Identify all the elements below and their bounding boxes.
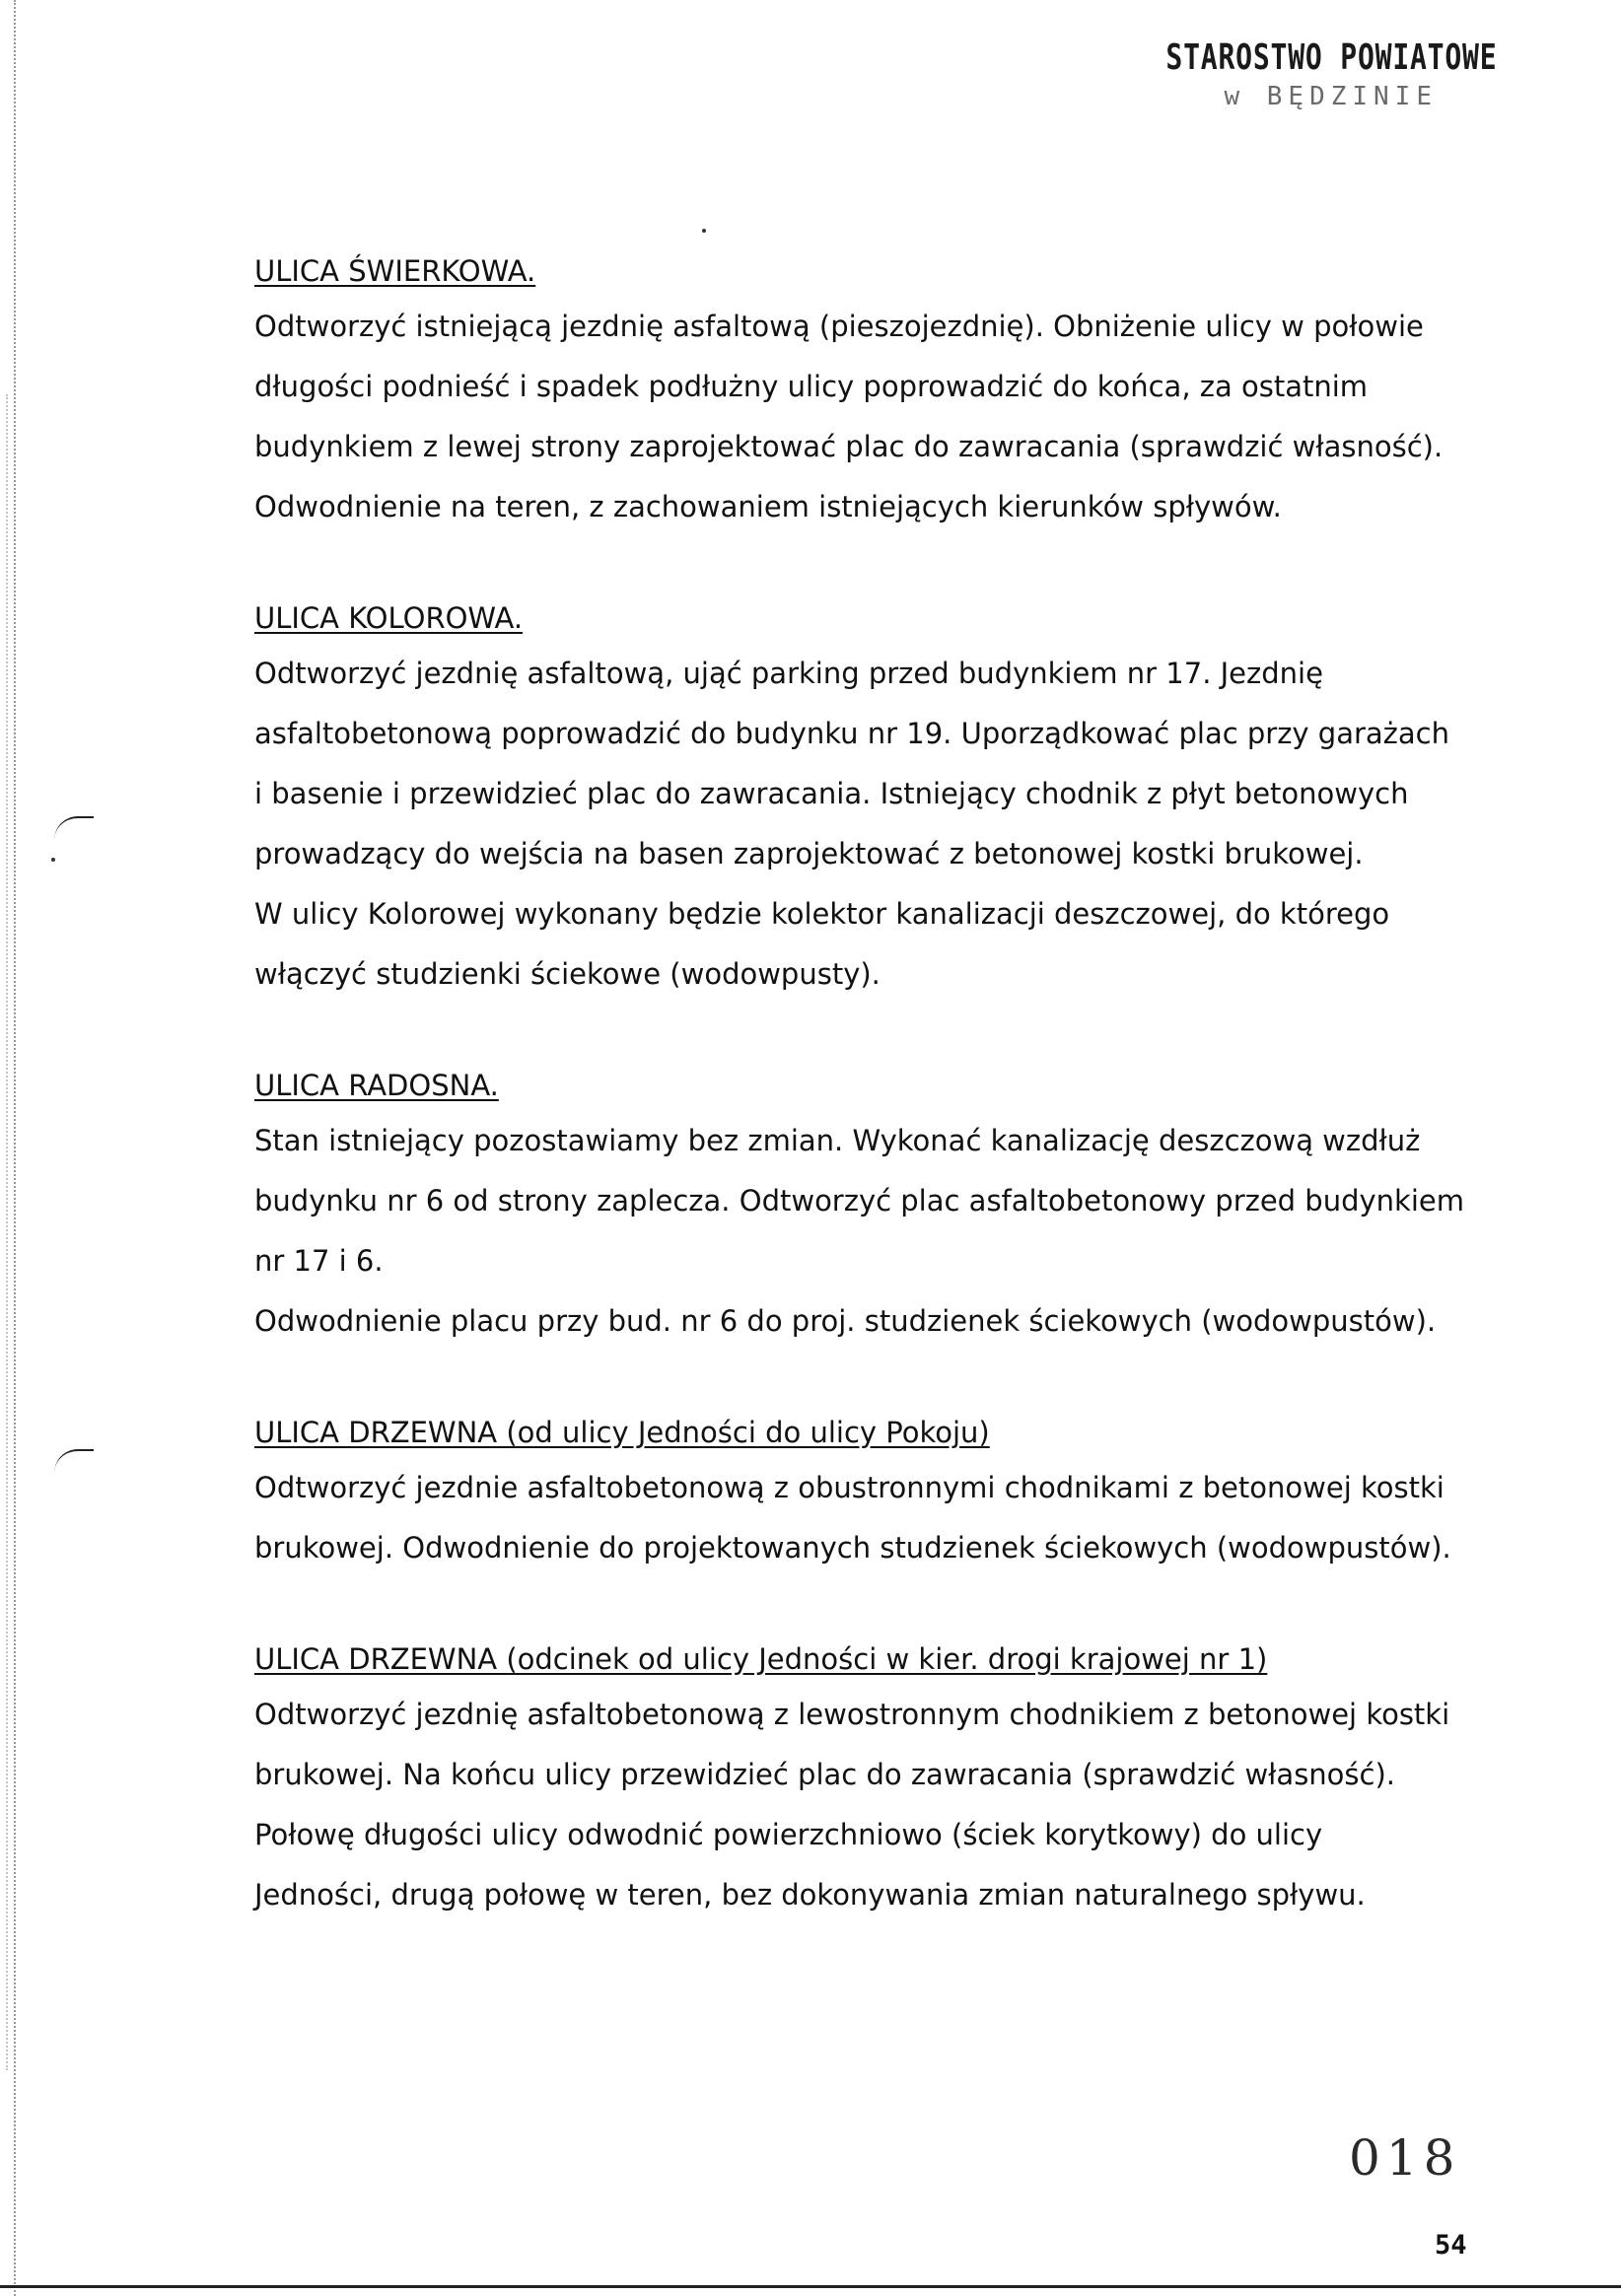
stamp-office-name: STAROSTWO POWIATOWE <box>1165 37 1498 78</box>
office-stamp <box>1075 37 1498 111</box>
scan-edge-inner-artifact <box>6 394 10 2070</box>
document-body <box>254 251 1487 1986</box>
section-body: Odtworzyć jezdnie asfaltobetonową z obustronnymi chodnikami z betonowej kostki brukowej. Odwodnienie do projektowanych studzienek ściekowych (wodowpustów). <box>254 1471 1451 1565</box>
bottom-scan-edge <box>0 2285 1621 2288</box>
margin-pencil-mark <box>54 1449 94 1473</box>
section-drzewna-2 <box>254 1639 1487 1925</box>
handwritten-sheet-number: 018 <box>1349 2129 1461 2187</box>
stamp-location: w BĘDZINIE <box>1224 82 1438 111</box>
section-body: Odtworzyć istniejącą jezdnię asfaltową (pieszojezdnię). Obniżenie ulicy w połowie długości podnieść i spadek podłużny ulicy poprowadzić do końca, za ostatnim budynkiem z lewej strony zaprojektować plac do zawracania (sprawdzić własność). Odwodnienie na teren, z zachowaniem istniejących kierunków spływów. <box>254 310 1444 523</box>
margin-dot <box>51 858 55 862</box>
section-heading: ULICA ŚWIERKOWA. <box>254 254 536 288</box>
section-heading: ULICA DRZEWNA (od ulicy Jedności do ulicy Pokoju) <box>254 1416 990 1449</box>
section-body: Odtworzyć jezdnię asfaltobetonową z lewostronnym chodnikiem z betonowej kostki brukowej. Na końcu ulicy przewidzieć plac do zawracania (sprawdzić własność). Połowę długości ulicy odwodnić powierzchniowo (ściek korytkowy) do ulicy Jedności, drugą połowę w teren, bez dokonywania zmian naturalnego spływu. <box>254 1698 1450 1912</box>
section-swierkowa <box>254 251 1487 537</box>
section-radosna <box>254 1066 1487 1352</box>
section-body: Stan istniejący pozostawiamy bez zmian. Wykonać kanalizację deszczową wzdłuż budynku nr 6 od strony zaplecza. Odtworzyć plac asfaltobetonowy przed budynkiem nr 17 i 6. Odwodnienie placu przy bud. nr 6 do proj. studzienek ściekowych (wodowpustów). <box>254 1124 1464 1338</box>
margin-pencil-mark <box>54 816 94 840</box>
margin-dot <box>702 229 706 233</box>
section-drzewna-1 <box>254 1413 1487 1578</box>
section-heading: ULICA RADOSNA. <box>254 1069 499 1102</box>
page-number: 54 <box>1435 2230 1467 2261</box>
section-body: Odtworzyć jezdnię asfaltową, ująć parking przed budynkiem nr 17. Jezdnię asfaltobetonową poprowadzić do budynku nr 19. Uporządkować plac przy garażach i basenie i przewidzieć plac do zawracania. Istniejący chodnik z płyt betonowych prowadzący do wejścia na basen zaprojektować z betonowej kostki brukowej. W ulicy Kolorowej wykonany będzie kolektor kanalizacji deszczowej, do którego włączyć studzienki ściekowe (wodowpusty). <box>254 657 1449 991</box>
scan-edge-artifact <box>0 0 16 2296</box>
section-kolorowa <box>254 598 1487 1005</box>
section-heading: ULICA DRZEWNA (odcinek od ulicy Jedności w kier. drogi krajowej nr 1) <box>254 1642 1268 1676</box>
section-heading: ULICA KOLOROWA. <box>254 601 524 635</box>
